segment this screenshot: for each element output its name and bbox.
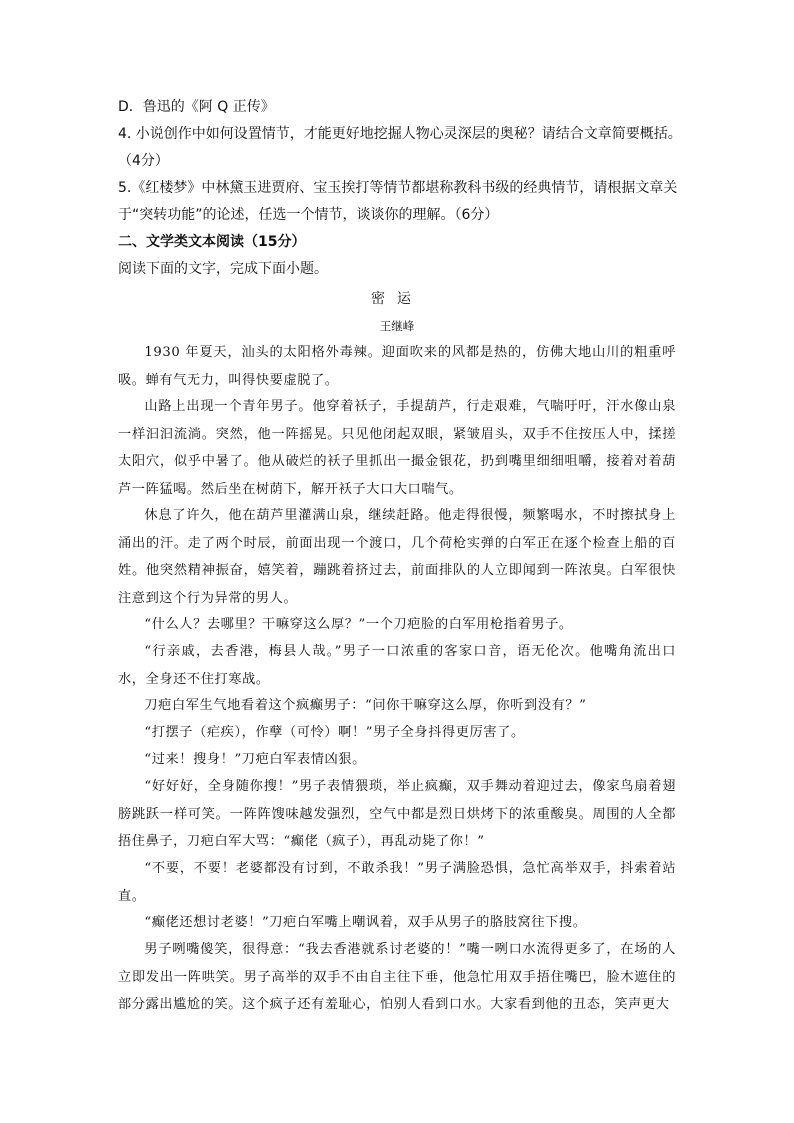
story-paragraph-1: 1930 年夏天，汕头的太阳格外毒辣。迎面吹来的风都是热的，仿佛大地山川的粗重呼吸。蝉有气无力，叫得快要虚脱了。 [118,345,676,388]
story-paragraph-4: “什么人？去哪里？干嘛穿这么厚？”一个刀疤脸的白军用枪指着男子。 [144,617,573,632]
story-author: 王继峰 [379,319,415,333]
section-instruction: 阅读下面的文字，完成下面小题。 [118,261,328,277]
question-5-line-2: 于“突转功能”的论述，任选一个情节，谈谈你的理解。（6分） [118,207,499,223]
story-paragraph-7: “打摆子（疟疾），作孽（可怜）啊！”男子全身抖得更厉害了。 [144,725,525,740]
story-paragraph-6: 刀疤白军生气地看着这个疯癫男子：“问你干嘛穿这么厚，你听到没有？” [144,698,587,713]
story-paragraph-3: 休息了许久，他在葫芦里灌满山泉，继续赶路。他走得很慢，频繁喝水，不时擦拭身上涌出的汗。走了两个时辰，前面出现一个渡口，几个荷枪实弹的白军正在逐个检查上船的百姓。他突然精神振奋，嬉笑着，蹦跳着挤过去，前面排队的人立即闻到一阵浓臭。白军很快注意到这个行为异常的男人。 [118,508,676,606]
section-heading: 二、文学类文本阅读（15分） [118,234,306,250]
story-paragraph-12: 男子咧嘴傻笑，很得意：“我去香港就系讨老婆的！”嘴一咧口水流得更多了，在场的人立即发出一阵哄笑。男子高举的双手不由自主往下垂，他急忙用双手捂住嘴巴，脸木遮住的部分露出尴尬的笑。这个疯子还有羞耻心，怕别人看到口水。大家看到他的丑态，笑声更大 [118,942,676,1012]
story-title: 密运 [371,291,423,307]
question-4-line-1: 4. 小说创作中如何设置情节，才能更好地挖掘人物心灵深层的奥秘？请结合文章简要概括。 [118,126,682,142]
story-paragraph-9: “好好好，全身随你搜！”男子表情猥琐，举止疯癫，双手舞动着迎过去，像家鸟扇着翅膀跳跃一样可笑。一阵阵馊味越发强烈，空气中都是烈日烘烤下的浓重酸臭。周围的人全都捂住鼻子，刀疤白军大骂：“癫佬（疯子），再乱动毙了你！” [118,779,676,849]
story-paragraph-2: 山路上出现一个青年男子。他穿着袄子，手提葫芦，行走艰难，气喘吁吁，汗水像山泉一样汩汩流淌。突然，他一阵摇晃。只见他闭起双眼，紧皱眉头，双手不住按压人中，揉搓太阳穴，似乎中暑了。他从破烂的袄子里抓出一撮金银花，扔到嘴里细细咀嚼，接着对着葫芦一阵猛喝。然后坐在树荫下，解开袄子大口大口喘气。 [118,399,676,497]
question-4-line-2: （4分） [118,153,169,169]
story-paragraph-5: “行亲戚，去香港，梅县人哉。”男子一口浓重的客家口音，语无伦次。他嘴角流出口水，全身还不住打寒战。 [118,644,676,687]
story-paragraph-10: “不要，不要！老婆都没有讨到，不敢杀我！”男子满脸恐惧，急忙高举双手，抖索着站直。 [118,861,676,904]
story-paragraph-8: “过来！搜身！”刀疤白军表情凶狠。 [144,752,366,767]
option-d: D．鲁迅的《阿 Q 正传》 [118,99,275,115]
story-paragraph-11: “癫佬还想讨老婆！”刀疤白军嘴上嘲讽着，双手从男子的胳肢窝往下搜。 [144,915,587,930]
question-5-line-1: 5.《红楼梦》中林黛玉进贾府、宝玉挨打等情节都堪称教科书级的经典情节，请根据文章关 [118,180,678,196]
